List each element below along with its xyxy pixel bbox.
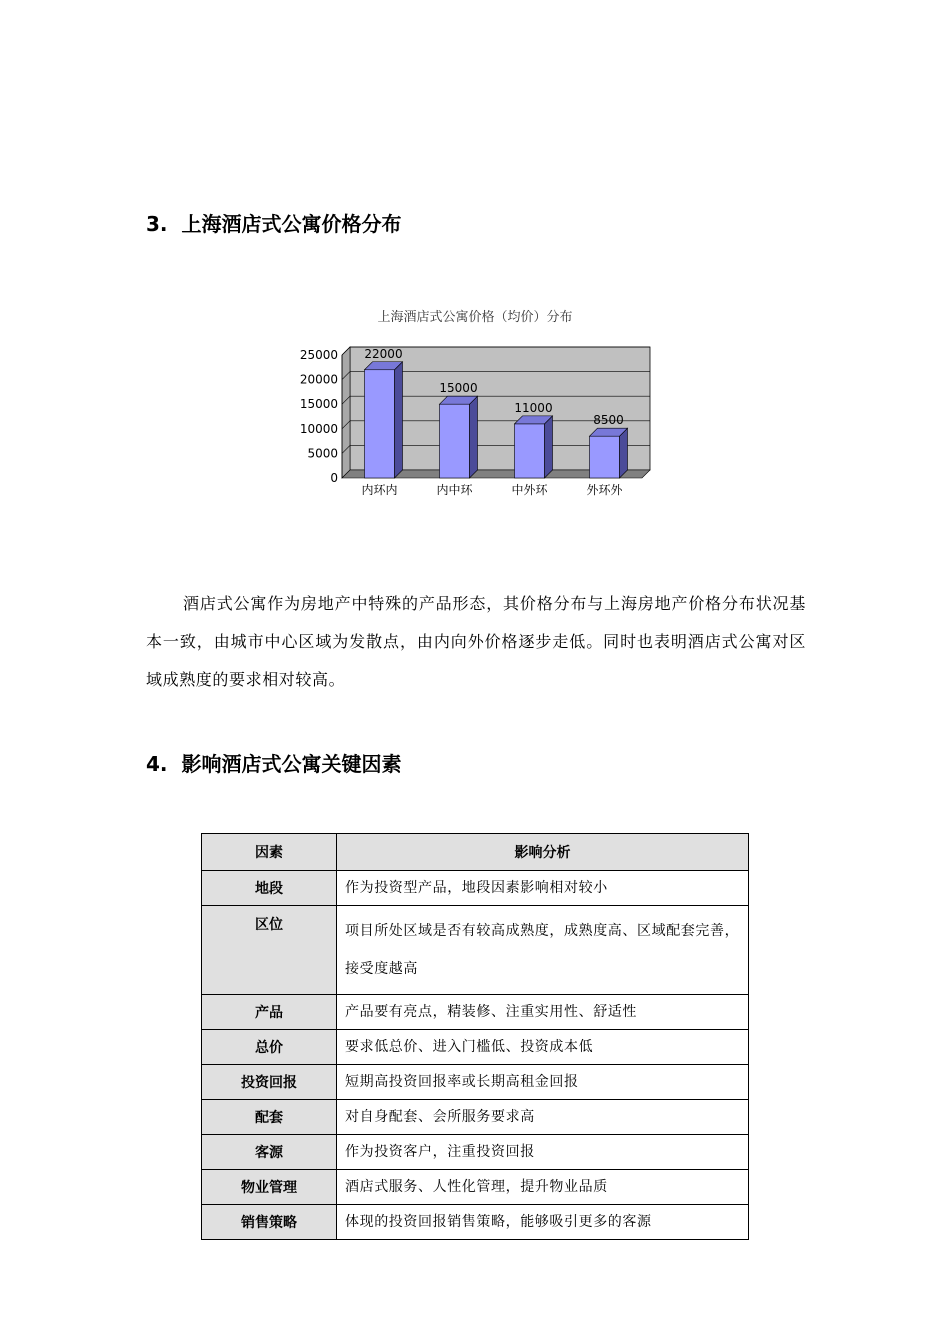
table-row (202, 906, 749, 995)
section-4-heading (146, 748, 402, 777)
body-paragraph: 酒店式公寓作为房地产中特殊的产品形态，其价格分布与上海房地产价格分布状况基本一致，由城市中心区域为发散点，由内向外价格逐步走低。同时也表明酒店式公寓对区域成熟度的要求相对较高。 (146, 594, 806, 689)
y-tick-label: 20000 (299, 372, 338, 387)
x-tick-label: 中外环 (511, 483, 548, 497)
y-tick-label: 0 (330, 471, 338, 485)
table-row (202, 1100, 749, 1135)
bar (440, 404, 470, 478)
y-tick-label: 5000 (307, 446, 338, 461)
section-3-heading (146, 208, 402, 237)
factor-cell: 销售策略 (202, 1205, 337, 1240)
chart-svg (290, 300, 670, 510)
factor-cell: 地段 (202, 871, 337, 906)
bar-side (470, 396, 478, 478)
data-label: 15000 (439, 381, 478, 396)
data-label: 8500 (593, 413, 624, 428)
table-row (202, 1205, 749, 1240)
section-number: 4. (146, 752, 168, 776)
section-title: 影响酒店式公寓关键因素 (181, 752, 402, 776)
section-title: 上海酒店式公寓价格分布 (181, 212, 402, 236)
analysis-cell: 产品要有亮点，精装修、注重实用性、舒适性 (337, 995, 749, 1030)
analysis-cell: 短期高投资回报率或长期高租金回报 (337, 1065, 749, 1100)
analysis-cell: 酒店式服务、人性化管理，提升物业品质 (337, 1170, 749, 1205)
bar-side (395, 362, 403, 478)
bar (365, 370, 395, 478)
x-tick-label: 内中环 (436, 483, 473, 497)
y-tick-label: 10000 (299, 421, 338, 436)
key-factors-table (201, 833, 749, 1240)
x-tick-label: 内环内 (361, 483, 398, 497)
chart-title: 上海酒店式公寓价格（均价）分布 (377, 310, 573, 325)
analysis-cell: 要求低总价、进入门槛低、投资成本低 (337, 1030, 749, 1065)
table-row (202, 1170, 749, 1205)
plot-side-wall (342, 347, 350, 478)
section-number: 3. (146, 212, 168, 236)
factor-cell: 客源 (202, 1135, 337, 1170)
table-row (202, 995, 749, 1030)
table-row (202, 1030, 749, 1065)
price-distribution-chart (290, 300, 670, 510)
table-header-analysis: 影响分析 (337, 834, 749, 871)
table-row (202, 1065, 749, 1100)
bar-side (620, 428, 628, 478)
factor-cell: 物业管理 (202, 1170, 337, 1205)
factor-cell: 总价 (202, 1030, 337, 1065)
analysis-cell: 作为投资型产品，地段因素影响相对较小 (337, 871, 749, 906)
factor-cell: 产品 (202, 995, 337, 1030)
analysis-cell: 项目所处区域是否有较高成熟度，成熟度高、区域配套完善，接受度越高 (337, 906, 749, 995)
analysis-cell: 作为投资客户，注重投资回报 (337, 1135, 749, 1170)
data-label: 11000 (514, 400, 553, 415)
factor-cell: 区位 (202, 906, 337, 995)
bar-side (545, 416, 553, 478)
data-label: 22000 (364, 346, 403, 361)
y-tick-label: 15000 (299, 397, 338, 412)
analysis-cell: 体现的投资回报销售策略，能够吸引更多的客源 (337, 1205, 749, 1240)
y-tick-label: 25000 (299, 348, 338, 362)
factor-cell: 配套 (202, 1100, 337, 1135)
analysis-cell: 对自身配套、会所服务要求高 (337, 1100, 749, 1135)
bar (515, 424, 545, 478)
table-header-factor: 因素 (202, 834, 337, 871)
table-row (202, 1135, 749, 1170)
table-row (202, 871, 749, 906)
bar (590, 436, 620, 478)
factor-cell: 投资回报 (202, 1065, 337, 1100)
x-tick-label: 外环外 (586, 483, 623, 497)
